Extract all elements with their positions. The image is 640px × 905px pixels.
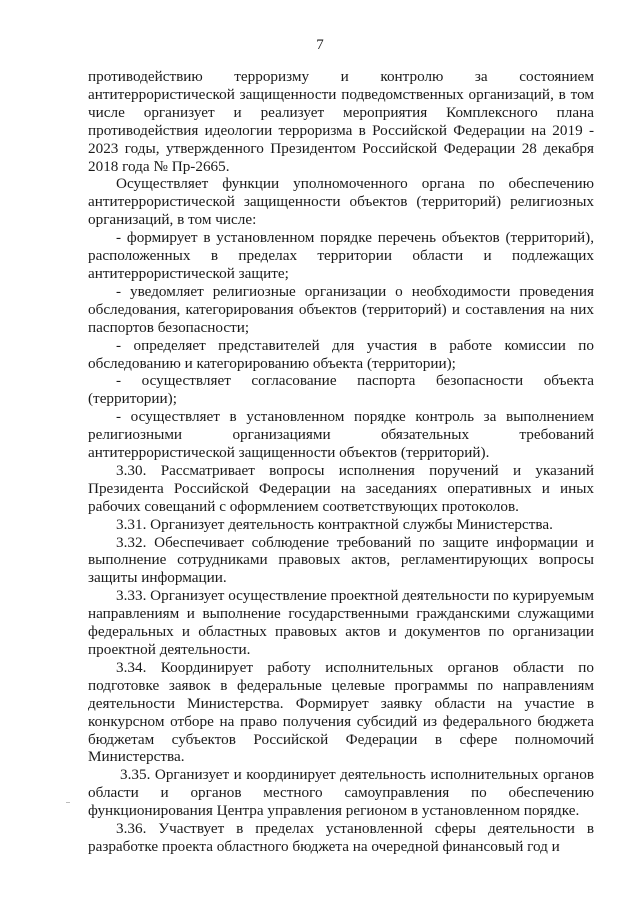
paragraph-3-34: 3.34. Координирует работу исполнительных органов области по подготовке заявок в федеральные целевые программы по направлениям деятельности Министерства. Формирует заявку области на участие в конкурсном отборе на право получения субсидий из федерального бюджета бюджетам субъектов Российской Федерации в сфере полномочий Министерства. bbox=[88, 658, 594, 766]
list-item-notify-organizations: - уведомляет религиозные организации о необходимости проведения обследования, категорирования объектов (территорий) и составления на них паспортов безопасности; bbox=[88, 282, 594, 336]
list-item-passport-approval: - осуществляет согласование паспорта безопасности объекта (территории); bbox=[88, 372, 594, 408]
margin-mark bbox=[66, 802, 70, 803]
paragraph-3-31: 3.31. Организует деятельность контрактной службы Министерства. bbox=[116, 515, 553, 533]
list-item-commission-representatives: - определяет представителей для участия в работе комиссии по обследованию и категорированию объекта (территории); bbox=[88, 336, 594, 372]
paragraph-3-33: 3.33. Организует осуществление проектной деятельности по курируемым направлениям и выполнение государственными гражданскими служащими федеральных и областных правовых актов и документов по организации проектной деятельности. bbox=[88, 587, 594, 658]
document-body bbox=[88, 68, 594, 856]
paragraph-3-35: 3.35. Организует и координирует деятельность исполнительных органов области и органов местного самоуправления по обеспечению функционирования Центра управления регионом в установленном порядке. bbox=[88, 766, 594, 820]
paragraph-3-30: 3.30. Рассматривает вопросы исполнения поручений и указаний Президента Российской Федерации на заседаниях оперативных и иных рабочих совещаний с оформлением соответствующих протоколов. bbox=[88, 461, 594, 515]
paragraph-religious-organizations: Осуществляет функции уполномоченного органа по обеспечению антитеррористической защищенности объектов (территорий) религиозных организаций, в том числе: bbox=[88, 175, 594, 229]
page-number: 7 bbox=[316, 37, 324, 53]
list-item-control: - осуществляет в установленном порядке контроль за выполнением религиозными организациями обязательных требований антитеррористической защищенности объектов (территорий). bbox=[88, 408, 594, 462]
paragraph-3-36: 3.36. Участвует в пределах установленной сферы деятельности в разработке проекта областного бюджета на очередной финансовый год и bbox=[88, 820, 594, 855]
list-item-objects-list: - формирует в установленном порядке перечень объектов (территорий), расположенных в пределах территории области и подлежащих антитеррористической защите; bbox=[88, 229, 594, 282]
paragraph-3-32: 3.32. Обеспечивает соблюдение требований по защите информации и выполнение сотрудниками правовых актов, регламентирующих вопросы защиты информации. bbox=[88, 533, 594, 587]
paragraph-continuation: противодействию терроризму и контролю за состоянием антитеррористической защищенности подведомственных организаций, в том числе организует и реализует мероприятия Комплексного плана противодействия идеологии терроризма в Российской Федерации на 2019 - 2023 годы, утвержденного Президентом Российской Федерации 28 декабря 2018 года № Пр-2665. bbox=[88, 68, 594, 175]
